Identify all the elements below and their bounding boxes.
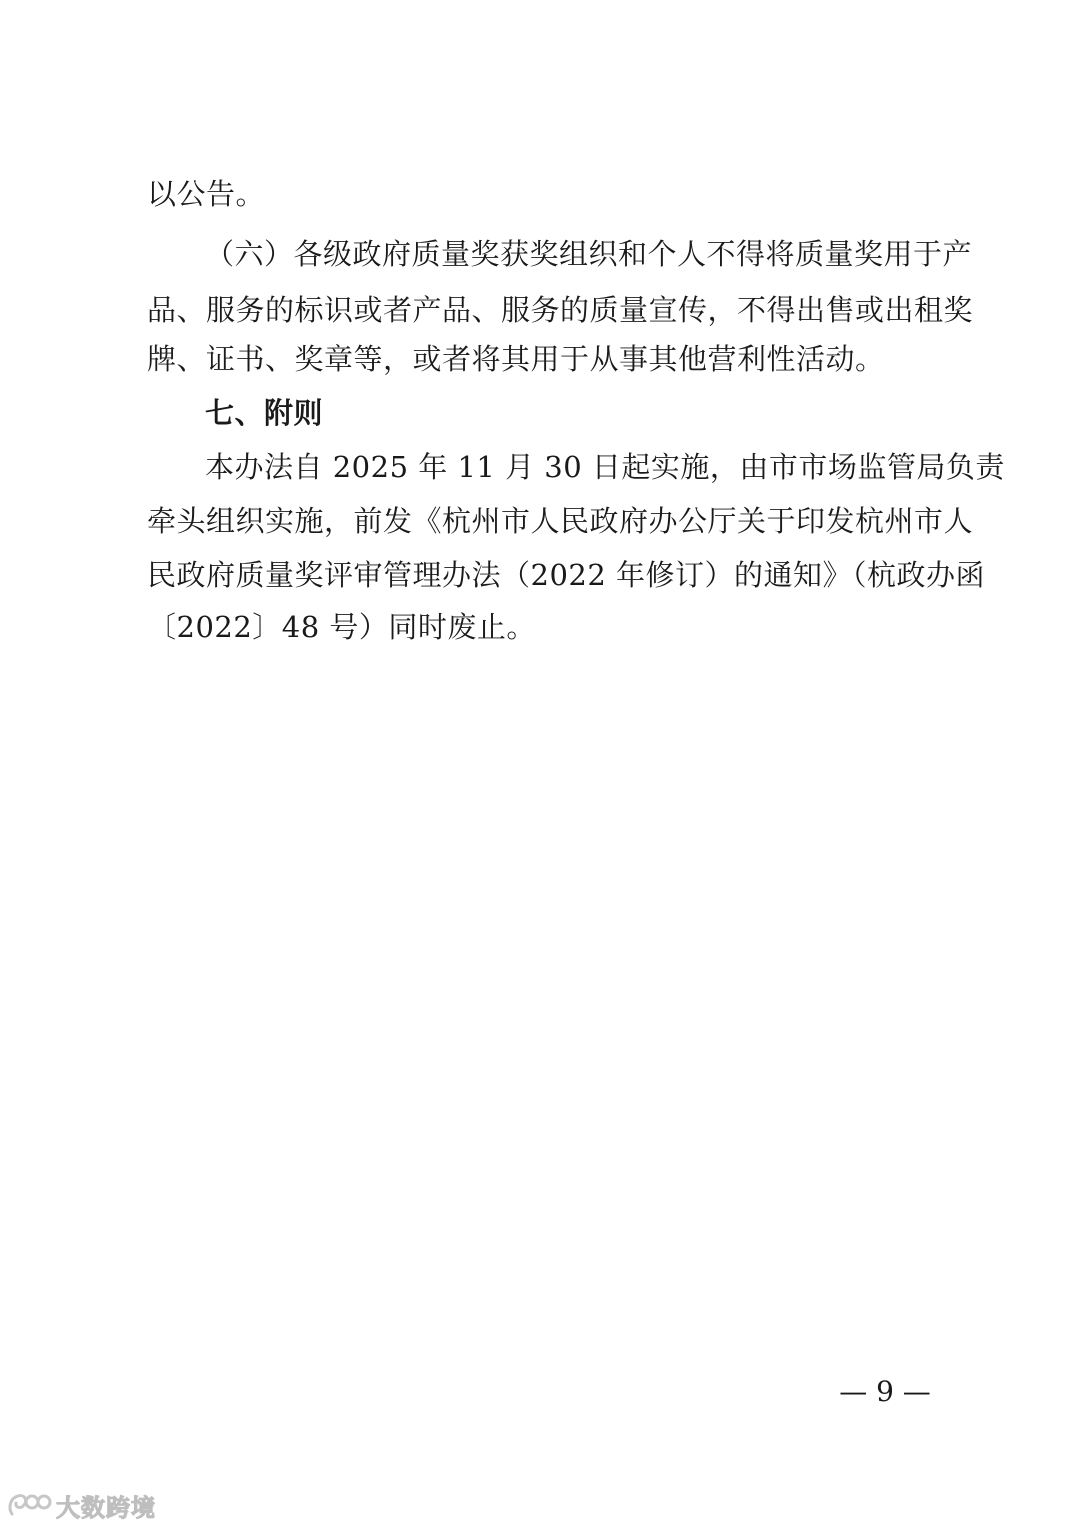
- paragraph-line-1: 以公告。: [147, 177, 266, 211]
- appendix-line-3: 民政府质量奖评审管理办法（2022 年修订）的通知》（杭政办函: [147, 558, 986, 592]
- watermark: [6, 1488, 156, 1522]
- watermark-text: 大数跨境: [56, 1493, 156, 1522]
- section-heading-appendix: 七、附则: [205, 396, 324, 430]
- page-number: — 9 —: [839, 1375, 931, 1408]
- clause-six-line-3: 牌、证书、奖章等，或者将其用于从事其他营利性活动。: [147, 342, 885, 376]
- watermark-logo-icon: [6, 1490, 52, 1520]
- clause-six-line-1: （六）各级政府质量奖获奖组织和个人不得将质量奖用于产: [205, 237, 973, 271]
- appendix-line-4: 〔2022〕48 号）同时废止。: [147, 610, 536, 644]
- appendix-line-1: 本办法自 2025 年 11 月 30 日起实施，由市市场监管局负责: [205, 450, 1005, 484]
- clause-six-line-2: 品、服务的标识或者产品、服务的质量宣传，不得出售或出租奖: [147, 293, 974, 327]
- appendix-line-2: 牵头组织实施，前发《杭州市人民政府办公厅关于印发杭州市人: [147, 504, 974, 538]
